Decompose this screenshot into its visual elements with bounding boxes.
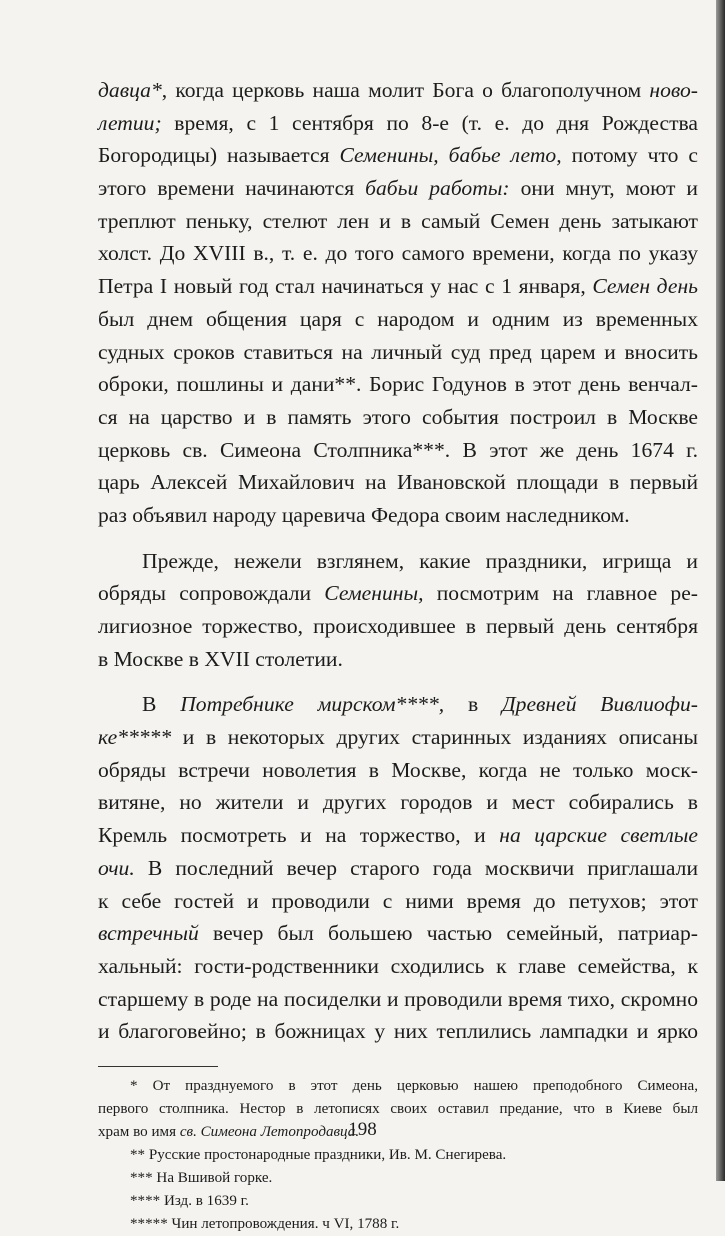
text-segment: хальный: гости-родственники сходились к главе семейства, к	[98, 953, 698, 978]
text-line	[98, 434, 698, 467]
italic-text: очи.	[98, 855, 135, 880]
footnote-line	[98, 1075, 698, 1098]
text-segment: треплют пеньку, стелют лен и в самый Семен день затыкают	[98, 208, 698, 233]
text-line	[98, 74, 698, 107]
text-segment: судных сроков ставиться на личный суд пред царем и вносить	[98, 339, 698, 364]
footnote-divider	[98, 1066, 218, 1067]
footnote-line	[98, 1167, 698, 1190]
italic-text: давца*	[98, 78, 162, 102]
text-line	[98, 721, 698, 754]
italic-text: Семенины, бабье лето,	[339, 143, 562, 168]
text-line	[98, 205, 698, 238]
text-line	[98, 950, 698, 983]
text-line	[98, 107, 698, 140]
text-line	[98, 852, 698, 885]
text-line	[98, 499, 698, 532]
footnotes	[98, 1075, 698, 1236]
text-segment: , когда церковь наша молит Бога о благополучном	[161, 78, 650, 102]
text-segment: ***** Чин летопровождения. ч VI, 1788 г.	[130, 1215, 400, 1232]
text-line	[98, 610, 698, 643]
text-segment: вечер был большею частью семейный, патриар-	[198, 921, 698, 946]
text-segment: и благоговейно; в божницах у них теплились лампадки и ярко	[98, 1019, 698, 1044]
text-segment: был днем общения царя с народом и одним из временных	[98, 306, 698, 331]
text-line	[98, 786, 698, 819]
text-line	[98, 983, 698, 1016]
footnote-line	[98, 1213, 698, 1236]
text-segment: лигиозное торжество, происходившее в первый день сентября	[98, 614, 698, 638]
text-segment: этого времени начинаются	[98, 176, 366, 201]
text-segment: первого столпника. Нестор в летописях своих оставил предание, что в Киеве был	[98, 1100, 698, 1117]
text-line	[98, 237, 698, 270]
text-segment: время, с 1 сентября по 8-е (т. е. до дня Рождества	[161, 110, 698, 135]
text-line	[98, 139, 698, 172]
text-line	[98, 545, 698, 578]
page-number: 198	[348, 1119, 377, 1140]
italic-text: ке*****	[98, 725, 172, 750]
text-line	[98, 885, 698, 918]
italic-text: ново-	[649, 78, 698, 102]
text-segment: обряды сопровождали	[98, 581, 325, 606]
text-segment: Прежде, нежели взглянем, какие праздники, игрища и	[142, 548, 698, 573]
text-segment: витяне, но жители и других городов и мест собирались в	[98, 790, 698, 815]
text-segment: холст. До XVIII в., т. е. до того самого времени, когда по указу	[98, 241, 698, 266]
italic-text: на царские светлые	[499, 823, 698, 848]
italic-text: летии;	[98, 110, 162, 135]
italic-text: Древней Вивлиофи-	[501, 692, 698, 717]
footnote-line	[98, 1144, 698, 1167]
text-segment: Кремль посмотреть и на торжество, и	[98, 823, 500, 848]
text-segment: оброки, пошлины и дани**. Борис Годунов в этот день венчал-	[98, 372, 698, 397]
text-line	[98, 643, 698, 676]
text-line	[98, 819, 698, 852]
text-segment: они мнут, моют и	[509, 176, 698, 201]
text-segment: обряды встречи новолетия в Москве, когда не только моск-	[98, 757, 698, 782]
footnote-line	[98, 1190, 698, 1213]
text-line	[98, 172, 698, 205]
text-segment: Петра I новый год стал начинаться у нас с 1 января,	[98, 274, 593, 299]
italic-text: св. Симеона Летопродавца.	[179, 1123, 360, 1140]
text-line	[98, 1015, 698, 1048]
text-line	[98, 577, 698, 610]
text-segment: к себе гостей и проводили с ними время до петухов; этот	[98, 888, 698, 913]
footnote-line	[98, 1098, 698, 1121]
text-segment: храм во имя	[98, 1123, 180, 1140]
italic-text: Потребнике мирском****,	[180, 692, 445, 717]
text-segment: * От празднуемого в этот день церковью нашею преподобного Симеона,	[130, 1077, 698, 1094]
text-line	[98, 401, 698, 434]
text-line	[98, 917, 698, 950]
text-segment: в Москве в XVII столетии.	[98, 646, 343, 671]
text-segment: старшему в роде на посиделки и проводили время тихо, скромно	[98, 986, 698, 1011]
text-segment: Богородицы) называется	[98, 143, 340, 168]
page-content	[98, 74, 698, 1236]
text-line	[98, 303, 698, 336]
text-line	[98, 754, 698, 787]
text-segment: **** Изд. в 1639 г.	[130, 1192, 249, 1209]
text-segment: посмотрим на главное ре-	[423, 581, 698, 606]
paragraph-gap	[98, 532, 698, 545]
text-line	[98, 466, 698, 499]
italic-text: Семенины,	[324, 581, 424, 606]
italic-text: бабьи работы:	[365, 176, 510, 201]
text-line	[98, 688, 698, 721]
text-segment: В последний вечер старого года москвичи приглашали	[134, 855, 698, 880]
body-text	[98, 74, 698, 1048]
text-segment: царь Алексей Михайлович на Ивановской площади в первый	[98, 470, 698, 495]
text-line	[98, 270, 698, 303]
text-segment: В	[142, 692, 181, 717]
italic-text: встречный	[98, 921, 199, 946]
text-segment: *** На Вшивой горке.	[130, 1169, 273, 1186]
text-segment: в	[444, 692, 502, 717]
paragraph-gap	[98, 675, 698, 688]
page-edge-shadow	[716, 0, 725, 1181]
text-segment: ся на царство и в память этого события построил в Москве	[98, 404, 698, 429]
text-segment: ** Русские простонародные праздники, Ив. М. Снегирева.	[130, 1146, 507, 1163]
text-segment: раз объявил народу царевича Федора своим наследником.	[98, 502, 630, 527]
text-segment: церковь св. Симеона Столпника***. В этот же день 1674 г.	[98, 437, 698, 462]
text-segment: потому что с	[561, 143, 698, 168]
text-segment: и в некоторых других старинных изданиях описаны	[171, 725, 698, 750]
text-line	[98, 336, 698, 369]
text-line	[98, 368, 698, 401]
italic-text: Семен день	[592, 274, 698, 299]
